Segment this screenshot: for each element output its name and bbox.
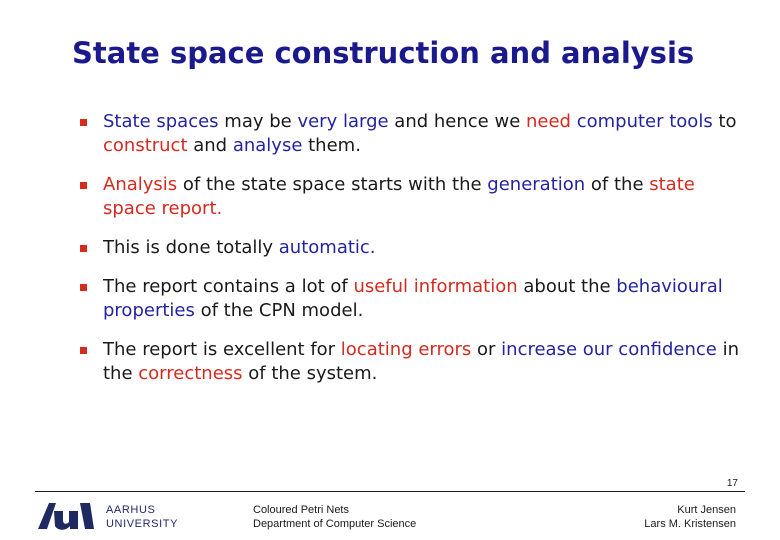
bullet-text (103, 174, 695, 219)
bullet-text-run: of the CPN model. (194, 300, 364, 321)
square-bullet-icon (80, 182, 87, 189)
bullet-text-run: and (187, 135, 233, 156)
bullet-text-run: Analysis (103, 174, 178, 195)
bullet-text-run: about the (517, 276, 617, 297)
authors: Kurt Jensen Lars M. Kristensen (644, 504, 736, 530)
bullet-text-run: behavioural properties (103, 276, 723, 321)
aarhus-university-logo-icon (36, 500, 96, 530)
bullet-item (80, 338, 740, 386)
bullet-text-run: of the state space starts with the (177, 174, 488, 195)
bullet-text-run: need (526, 111, 571, 132)
square-bullet-icon (80, 245, 87, 252)
bullet-text-run: locating errors (340, 339, 472, 360)
bullet-text-run: may be (218, 111, 298, 132)
bullet-text-run: to (712, 111, 737, 132)
bullet-text-run: correctness (138, 363, 243, 384)
bullet-text (103, 237, 376, 258)
bullet-text-run: computer tools (570, 111, 713, 132)
bullet-text-run: This is done totally (103, 237, 279, 258)
square-bullet-icon (80, 119, 87, 126)
bullet-text-run: in the (103, 339, 739, 384)
course-info: Coloured Petri Nets Department of Computer Science (253, 504, 417, 530)
bullet-text-run: The report is excellent for (103, 339, 341, 360)
footer-divider (35, 491, 745, 492)
bullet-text-run: or (471, 339, 502, 360)
bullet-text (103, 339, 739, 384)
university-name: AARHUS UNIVERSITY (106, 504, 179, 530)
bullet-text-run: increase our confidence (501, 339, 717, 360)
bullet-text-run: state space report. (103, 174, 695, 219)
bullet-text-run: useful information (353, 276, 518, 297)
bullet-text-run: construct (103, 135, 188, 156)
square-bullet-icon (80, 284, 87, 291)
slide-title: State space construction and analysis (72, 36, 695, 70)
bullet-text-run: generation (487, 174, 586, 195)
bullet-text (103, 111, 737, 156)
bullet-item (80, 173, 740, 221)
bullet-text-run: of the (585, 174, 650, 195)
bullet-text (103, 276, 723, 321)
bullet-item (80, 236, 740, 260)
bullet-text-run: The report contains a lot of (103, 276, 354, 297)
bullet-text-run: and hence we (388, 111, 526, 132)
page-number: 17 (726, 478, 738, 489)
bullet-text-run: of the system. (242, 363, 378, 384)
bullet-text-run: analyse (232, 135, 303, 156)
bullet-text-run: automatic. (278, 237, 376, 258)
bullet-list (80, 110, 740, 386)
bullet-text-run: them. (302, 135, 361, 156)
bullet-item (80, 275, 740, 323)
bullet-text-run: State spaces (103, 111, 219, 132)
bullet-text-run: very large (297, 111, 389, 132)
bullet-item (80, 110, 740, 158)
square-bullet-icon (80, 347, 87, 354)
